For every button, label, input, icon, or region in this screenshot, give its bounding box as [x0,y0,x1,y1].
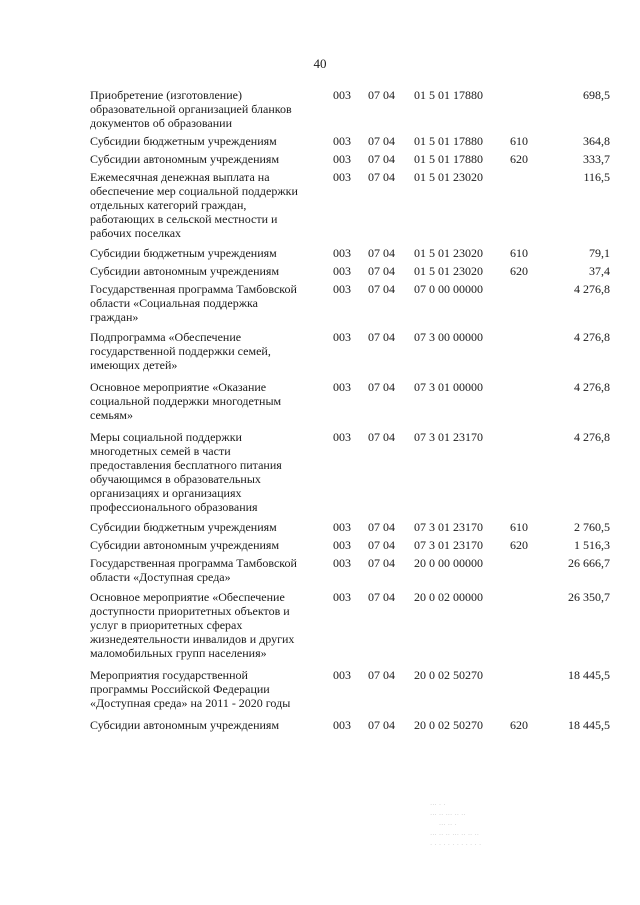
budget-table [90,88,610,742]
row-ved-code: 003 [333,718,351,732]
row-section-code: 07 04 [368,718,395,732]
row-amount: 2 760,5 [574,520,610,534]
row-target-article: 07 3 01 23170 [414,520,483,534]
row-section-code: 07 04 [368,538,395,552]
row-expense-type: 610 [510,134,528,148]
row-target-article: 01 5 01 17880 [414,88,483,102]
row-amount: 18 445,5 [568,718,610,732]
row-ved-code: 003 [333,590,351,604]
row-section-code: 07 04 [368,520,395,534]
row-amount: 333,7 [583,152,610,166]
row-name: Основное мероприятие «Оказание социальной поддержки многодетным семьям» [90,380,282,422]
row-section-code: 07 04 [368,380,395,394]
row-target-article: 01 5 01 17880 [414,134,483,148]
row-amount: 4 276,8 [574,282,610,296]
row-section-code: 07 04 [368,170,395,184]
row-name: Субсидии бюджетным учреждениям [90,134,277,148]
row-ved-code: 003 [333,88,351,102]
row-target-article: 07 3 01 23170 [414,430,483,444]
row-amount: 1 516,3 [574,538,610,552]
row-expense-type: 620 [510,264,528,278]
row-amount: 4 276,8 [574,430,610,444]
row-name: Субсидии автономным учреждениям [90,718,280,732]
table-row [90,170,610,240]
row-ved-code: 003 [333,152,351,166]
row-expense-type: 610 [510,246,528,260]
row-name: Подпрограмма «Обеспечение государственной поддержки семей, имеющих детей» [90,330,271,372]
row-section-code: 07 04 [368,330,395,344]
table-row [90,430,610,514]
row-section-code: 07 04 [368,282,395,296]
row-name: Основное мероприятие «Обеспечение доступности приоритетных объектов и услуг в приоритетных сферах жизнедеятельности инвалидов и других маломобильных групп населения» [90,590,295,660]
row-name: Субсидии бюджетным учреждениям [90,246,277,260]
row-amount: 18 445,5 [568,668,610,682]
row-name: Субсидии автономным учреждениям [90,264,280,278]
row-amount: 4 276,8 [574,380,610,394]
row-target-article: 07 0 00 00000 [414,282,483,296]
table-row [90,380,610,422]
table-row [90,134,610,148]
row-ved-code: 003 [333,134,351,148]
row-target-article: 01 5 01 17880 [414,152,483,166]
row-name: Государственная программа Тамбовской области «Доступная среда» [90,556,297,584]
table-row [90,246,610,260]
row-expense-type: 620 [510,152,528,166]
row-target-article: 07 3 01 23170 [414,538,483,552]
row-target-article: 07 3 01 00000 [414,380,483,394]
row-target-article: 01 5 01 23020 [414,246,483,260]
table-row [90,538,610,552]
row-section-code: 07 04 [368,88,395,102]
row-section-code: 07 04 [368,246,395,260]
row-section-code: 07 04 [368,134,395,148]
row-section-code: 07 04 [368,556,395,570]
table-row [90,718,610,732]
row-ved-code: 003 [333,520,351,534]
row-expense-type: 620 [510,538,528,552]
table-row [90,556,610,584]
row-target-article: 01 5 01 23020 [414,264,483,278]
row-amount: 26 666,7 [568,556,610,570]
row-name: Субсидии автономным учреждениям [90,152,280,166]
row-amount: 364,8 [583,134,610,148]
row-section-code: 07 04 [368,152,395,166]
row-ved-code: 003 [333,246,351,260]
row-amount: 37,4 [589,264,610,278]
row-ved-code: 003 [333,668,351,682]
row-section-code: 07 04 [368,264,395,278]
row-ved-code: 003 [333,264,351,278]
row-name: Приобретение (изготовление) образовательной организацией бланков документов об образовании [90,88,292,130]
row-expense-type: 610 [510,520,528,534]
table-row [90,282,610,324]
table-row [90,668,610,710]
row-ved-code: 003 [333,430,351,444]
row-name: Субсидии бюджетным учреждениям [90,520,277,534]
row-target-article: 20 0 02 50270 [414,668,483,682]
row-target-article: 20 0 02 00000 [414,590,483,604]
row-amount: 26 350,7 [568,590,610,604]
row-target-article: 20 0 02 50270 [414,718,483,732]
table-row [90,520,610,534]
row-amount: 698,5 [583,88,610,102]
row-amount: 79,1 [589,246,610,260]
row-target-article: 01 5 01 23020 [414,170,483,184]
row-name: Ежемесячная денежная выплата на обеспечение мер социальной поддержки отдельных категорий граждан, работающих в сельской местности и рабочих поселках [90,170,298,240]
table-row [90,264,610,278]
row-name: Государственная программа Тамбовской области «Социальная поддержка граждан» [90,282,297,324]
row-ved-code: 003 [333,556,351,570]
row-section-code: 07 04 [368,668,395,682]
table-row [90,88,610,130]
row-section-code: 07 04 [368,590,395,604]
row-ved-code: 003 [333,170,351,184]
table-row [90,330,610,372]
row-expense-type: 620 [510,718,528,732]
row-ved-code: 003 [333,282,351,296]
row-ved-code: 003 [333,380,351,394]
row-ved-code: 003 [333,538,351,552]
faint-stamp-mark: ··· · · ··· ·· ··· ·· ·· ··· ·· · ··· ·· ·· ··· ·· ·· ·· · · · · · · · · · · · · [430,801,482,849]
row-section-code: 07 04 [368,430,395,444]
row-name: Мероприятия государственной программы Российской Федерации «Доступная среда» на 2011 - 2020 годы [90,668,291,710]
row-amount: 116,5 [583,170,610,184]
row-amount: 4 276,8 [574,330,610,344]
table-row [90,152,610,166]
row-name: Субсидии автономным учреждениям [90,538,280,552]
row-target-article: 20 0 00 00000 [414,556,483,570]
row-target-article: 07 3 00 00000 [414,330,483,344]
table-row [90,590,610,660]
row-name: Меры социальной поддержки многодетных семей в части предоставления бесплатного питания обучающимся в образовательных организациях и организациях профессионального образования [90,430,282,514]
row-ved-code: 003 [333,330,351,344]
page-number: 40 [313,56,327,71]
